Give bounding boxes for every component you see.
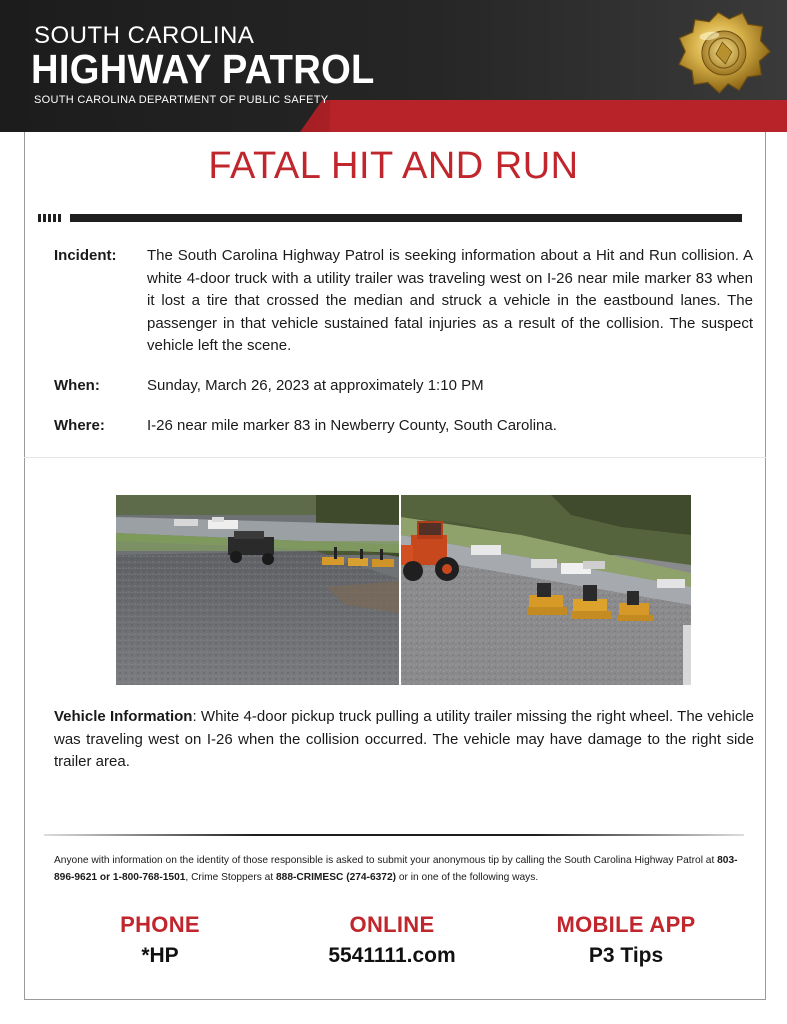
header-red-band-fill [330, 100, 787, 132]
title-rule-ticks [38, 214, 66, 222]
when-text: Sunday, March 26, 2023 at approximately 1:10 PM [147, 377, 484, 394]
contact-mobile-app [526, 912, 726, 968]
notice-phone-crimestoppers: 888-CRIMESC (274-6372) [276, 872, 397, 883]
contact-online-value: 5541111.com [328, 944, 456, 967]
contact-phone-value: *HP [141, 944, 179, 967]
notice-phone-hp: 803-896-9621 or 1-800-768-1501 [54, 855, 738, 883]
incident-section [54, 245, 754, 360]
vehicle-information [54, 706, 754, 774]
contact-phone [60, 912, 260, 968]
vehicle-label: Vehicle Information [54, 708, 193, 725]
when-section [54, 375, 754, 399]
vehicle-text: : White 4-door pickup truck pulling a utility trailer missing the right wheel. The vehicle was traveling west on I-26 when the collision occurred. The vehicle may have damage to the right side trailer area. [54, 708, 754, 770]
where-section [54, 415, 754, 439]
notice-part1: Anyone with information on the identity of those responsible is asked to submit your anonymous tip by calling the South Carolina Highway Patrol at [54, 855, 718, 866]
title-rule [70, 214, 742, 222]
where-label: Where: [54, 417, 105, 434]
where-text: I-26 near mile marker 83 in Newberry County, South Carolina. [147, 417, 557, 434]
header-banner [0, 0, 787, 132]
header-title: HIGHWAY PATROL [31, 46, 375, 92]
tip-notice [54, 852, 754, 886]
section-divider [24, 457, 766, 458]
contact-online-label: ONLINE [349, 912, 435, 937]
surveillance-photo-left [116, 495, 399, 685]
bottom-divider [44, 834, 744, 836]
badge-icon [672, 8, 776, 100]
page-title: FATAL HIT AND RUN [208, 145, 579, 187]
when-label: When: [54, 377, 100, 394]
surveillance-photos [116, 495, 691, 685]
contact-online [292, 912, 492, 968]
notice-part2: , Crime Stoppers at [185, 872, 276, 883]
incident-label: Incident: [54, 247, 117, 264]
incident-text: The South Carolina Highway Patrol is seeking information about a Hit and Run collision. A white 4-door truck with a utility trailer was traveling west on I-26 near mile marker 83 when it lost a tire that crossed the median and struck a vehicle in the eastbound lanes. The passenger in that vehicle sustained fatal injuries as a result of the collision. The suspect vehicle left the scene. [147, 247, 753, 354]
contact-phone-label: PHONE [120, 912, 200, 937]
notice-part3: or in one of the following ways. [396, 872, 539, 883]
contact-app-value: P3 Tips [588, 944, 664, 967]
contact-app-label: MOBILE APP [556, 912, 696, 937]
surveillance-photo-right [401, 495, 691, 685]
header-state: SOUTH CAROLINA [34, 22, 255, 49]
header-department: SOUTH CAROLINA DEPARTMENT OF PUBLIC SAFETY [34, 94, 329, 106]
